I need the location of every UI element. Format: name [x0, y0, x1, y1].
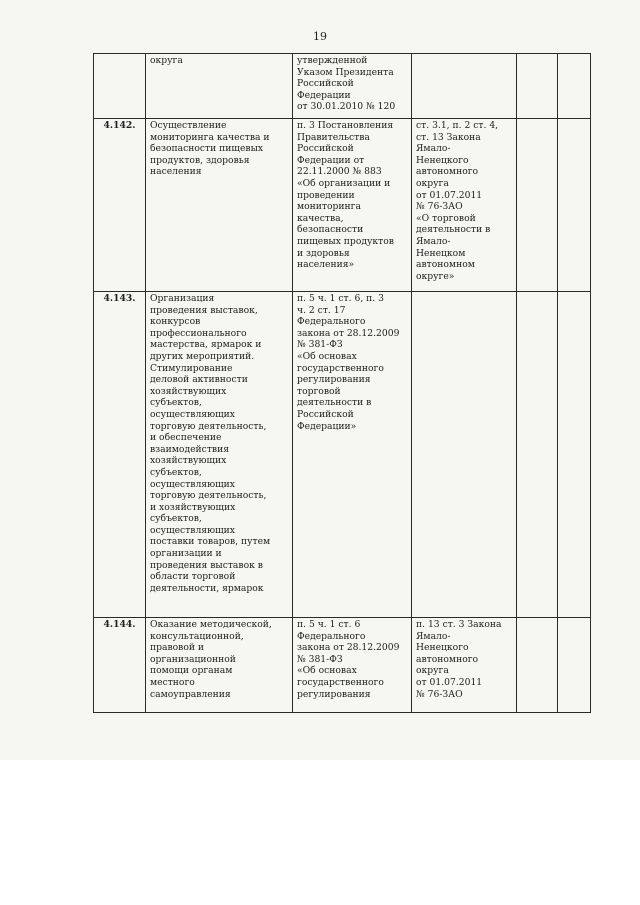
empty-cell	[517, 292, 558, 618]
cell-line: продуктов, здоровья	[150, 154, 250, 166]
federal-basis-cell	[293, 54, 412, 119]
cell-line: области торговой	[150, 571, 236, 583]
cell-line: мастерства, ярмарок и	[150, 339, 262, 351]
authority-name-cell	[146, 618, 293, 713]
cell-line: Оказание методической,	[150, 619, 272, 630]
cell-line: Российской	[297, 408, 354, 420]
row-number: 4.142.	[94, 119, 146, 292]
cell-line: субъектов,	[150, 466, 202, 478]
cell-line: № 381-ФЗ	[297, 653, 343, 665]
cell-line: мониторинга качества и	[150, 131, 270, 143]
cell-line: автономном	[416, 259, 475, 271]
cell-line: Федерального	[297, 316, 366, 328]
row-number: 4.144.	[94, 618, 146, 713]
cell-line: Федерального	[297, 630, 366, 642]
cell-line: Стимулирование	[150, 362, 233, 374]
cell-line: Ямало-	[416, 143, 451, 155]
cell-line: регулирования	[297, 688, 371, 700]
cell-line: Ненецкого	[416, 154, 469, 166]
cell-line: «Об организации и	[297, 177, 391, 189]
cell-line: Федерации»	[297, 420, 357, 432]
cell-line: п. 13 ст. 3 Закона	[416, 619, 502, 630]
cell-line: деятельности в	[297, 397, 372, 409]
cell-line: п. 3 Постановления	[297, 120, 394, 131]
cell-line: от 30.01.2010 № 120	[297, 101, 396, 113]
cell-line: организации и	[150, 548, 222, 560]
cell-line: деловой активности	[150, 374, 248, 386]
cell-line: «Об основах	[297, 350, 357, 362]
cell-line: Ямало-	[416, 235, 451, 247]
legislation-table	[93, 53, 591, 713]
cell-line: округе»	[416, 270, 455, 282]
federal-basis-cell	[293, 618, 412, 713]
cell-line: государственного	[297, 362, 384, 374]
cell-line: других мероприятий.	[150, 350, 255, 362]
cell-line: самоуправления	[150, 688, 231, 700]
empty-cell	[517, 618, 558, 713]
cell-line: утвержденной	[297, 55, 368, 66]
row-number	[94, 54, 146, 119]
cell-line: безопасности	[297, 224, 364, 236]
cell-line: организационной	[150, 653, 236, 665]
cell-line: Ненецком	[416, 247, 466, 259]
cell-line: Ямало-	[416, 630, 451, 642]
cell-line: поставки товаров, путем	[150, 536, 271, 548]
cell-line: консультационной,	[150, 630, 244, 642]
blank-margin	[0, 760, 640, 905]
empty-cell	[517, 54, 558, 119]
table-row	[94, 119, 591, 292]
cell-line: осуществляющих	[150, 524, 235, 536]
cell-line: автономного	[416, 166, 479, 178]
authority-name-cell	[146, 292, 293, 618]
cell-line: хозяйствующих	[150, 455, 227, 467]
cell-line: населения	[150, 166, 202, 178]
cell-line: качества,	[297, 212, 344, 224]
cell-line: Федерации от	[297, 154, 365, 166]
cell-line: Ненецкого	[416, 642, 469, 654]
cell-line: Указом Президента	[297, 66, 394, 78]
cell-line: № 76-ЗАО	[416, 688, 463, 700]
authority-name-cell	[146, 54, 293, 119]
cell-line: проведении	[297, 189, 355, 201]
cell-line: ст. 13 Закона	[416, 131, 481, 143]
cell-line: торговую деятельность,	[150, 420, 267, 432]
cell-line: округа	[416, 177, 449, 189]
empty-cell	[558, 54, 591, 119]
empty-cell	[558, 119, 591, 292]
cell-line: закона от 28.12.2009	[297, 642, 400, 654]
cell-line: местного	[150, 676, 195, 688]
authority-name-cell	[146, 119, 293, 292]
federal-basis-cell	[293, 119, 412, 292]
regional-basis-cell	[412, 54, 517, 119]
cell-line: автономного	[416, 653, 479, 665]
cell-line: взаимодействия	[150, 443, 229, 455]
empty-cell	[558, 618, 591, 713]
cell-line: Федерации	[297, 89, 351, 101]
table-row	[94, 292, 591, 618]
cell-line: помощи органам	[150, 665, 233, 677]
cell-line: хозяйствующих	[150, 385, 227, 397]
regional-basis-cell	[412, 119, 517, 292]
empty-cell	[517, 119, 558, 292]
page-number: 19	[313, 30, 327, 43]
cell-line: Организация	[150, 293, 215, 304]
cell-line: и здоровья	[297, 247, 350, 259]
cell-line: «О торговой	[416, 212, 476, 224]
cell-line: Российской	[297, 143, 354, 155]
cell-line: ч. 2 ст. 17	[297, 304, 346, 316]
cell-line: закона от 28.12.2009	[297, 327, 400, 339]
cell-line: округа	[416, 665, 449, 677]
cell-line: ст. 3.1, п. 2 ст. 4,	[416, 120, 499, 131]
cell-line: государственного	[297, 676, 384, 688]
cell-line: правовой и	[150, 642, 205, 654]
cell-line: «Об основах	[297, 665, 357, 677]
cell-line: п. 5 ч. 1 ст. 6	[297, 619, 361, 630]
cell-line: № 76-ЗАО	[416, 201, 463, 213]
cell-line: безопасности пищевых	[150, 143, 264, 155]
regional-basis-cell	[412, 618, 517, 713]
cell-line: и хозяйствующих	[150, 501, 236, 513]
cell-line: субъектов,	[150, 513, 202, 525]
regional-basis-cell	[412, 292, 517, 618]
cell-line: от 01.07.2011	[416, 676, 483, 688]
cell-line: пищевых продуктов	[297, 235, 394, 247]
cell-line: проведения выставок,	[150, 304, 258, 316]
cell-line: от 01.07.2011	[416, 189, 483, 201]
cell-line: и обеспечение	[150, 432, 222, 444]
cell-line: населения»	[297, 259, 355, 271]
row-number: 4.143.	[94, 292, 146, 618]
cell-line: конкурсов	[150, 316, 201, 328]
cell-line: деятельности, ярмарок	[150, 582, 264, 594]
cell-line: п. 5 ч. 1 ст. 6, п. 3	[297, 293, 384, 304]
cell-line: Российской	[297, 78, 354, 90]
table-row	[94, 54, 591, 119]
cell-line: регулирования	[297, 374, 371, 386]
cell-line: проведения выставок в	[150, 559, 263, 571]
cell-line: 22.11.2000 № 883	[297, 166, 382, 178]
empty-cell	[558, 292, 591, 618]
cell-line: Осуществление	[150, 120, 227, 131]
cell-line: осуществляющих	[150, 478, 235, 490]
cell-line: Правительства	[297, 131, 370, 143]
cell-line: торговой	[297, 385, 341, 397]
cell-line: № 381-ФЗ	[297, 339, 343, 351]
cell-line: мониторинга	[297, 201, 361, 213]
cell-line: субъектов,	[150, 397, 202, 409]
cell-line: торговую деятельность,	[150, 490, 267, 502]
cell-line: осуществляющих	[150, 408, 235, 420]
cell-line: деятельности в	[416, 224, 491, 236]
table-row	[94, 618, 591, 713]
table-body	[94, 54, 591, 713]
cell-line: профессионального	[150, 327, 247, 339]
cell-line: округа	[150, 55, 183, 66]
federal-basis-cell	[293, 292, 412, 618]
